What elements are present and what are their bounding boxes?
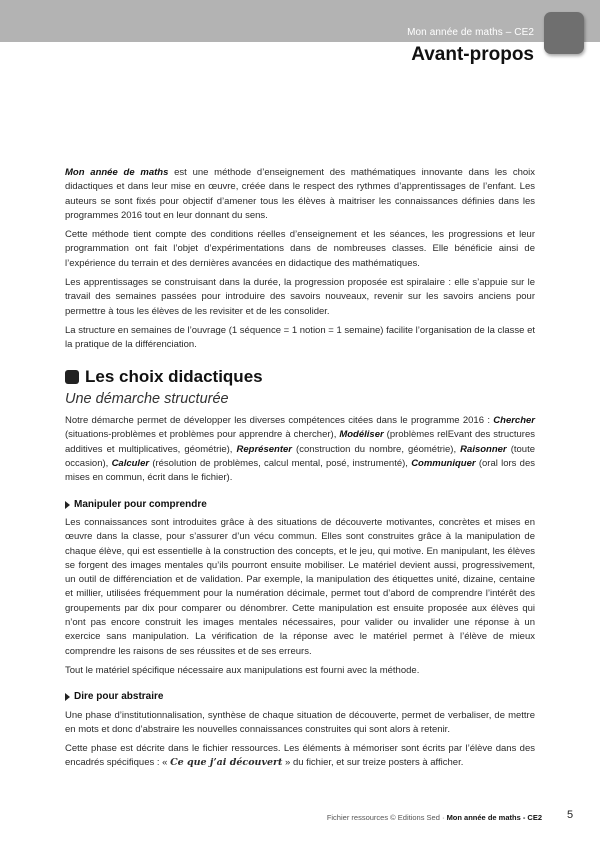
- square-bullet-icon: [65, 370, 79, 384]
- intro-paragraph-3: Les apprentissages se construisant dans la durée, la progression proposée est spiralaire : elle s’appuie sur le travail des semaines passées pour introduire des savoirs nouveaux, revenir sur les savoirs anciens pour permettre à tous les élèves de les revisiter et de les consolider.: [65, 277, 535, 317]
- dire-text: » du fichier, et sur treize posters à afficher.: [282, 757, 464, 769]
- subsection-title: Une démarche structurée: [65, 390, 229, 407]
- intro-paragraph-2: Cette méthode tient compte des conditions réelles d’enseignement et les séances, les progressions et leur programmation ont fait l’objet d’expérimentations dans de nombreuses classes. Elle bénéficie ainsi de l’expérience du terrain et des dernières avancées en didactique des mathématiques.: [65, 229, 535, 269]
- brand-name: Mon année de maths: [65, 167, 169, 178]
- section-heading: [65, 366, 535, 386]
- intro-text-1: est une méthode d’enseignement des mathématiques innovante dans les choix didactiques et dans leur mise en œuvre, créée dans le respect des rythmes d’apprentissages de l’enfant. Les auteurs se sont fixés pour objectif d’amener tous les élèves à maitriser les connaissances définies dans les programmes 2016 tout en leur donnant du sens.: [65, 167, 535, 221]
- intro-paragraph-1: [65, 166, 535, 223]
- demarche-text: (toute occasion),: [65, 443, 536, 470]
- keyword-raisonner: Raisonner: [460, 443, 507, 455]
- keyword-chercher: Chercher: [493, 415, 535, 427]
- script-label: Ce que j’ai découvert: [170, 757, 283, 769]
- demarche-text: (situations-problèmes et problèmes pour apprendre à chercher),: [65, 429, 340, 441]
- manipuler-paragraph-1: Les connaissances sont introduites grâce à des situations de découverte motivantes, concrètes et mises en œuvre dans la classe, pour s’assurer d’un vécu commun. Elles sont construites grâce à la manipulation de chaque élève, qui est essentielle à la construction des concepts, et le jeu, qui motive. En manipulant, les élèves se forgent des images mentales qu’ils pourront ensuite mobiliser. Le matériel devient aussi, progressivement, un outil de différenciation et de validation. Par exemple, la manipulation des étiquettes unité, dizaine, centaine et millier, utilisées fréquemment pour la numération décimale, permet tout d’abord de comprendre l’intérêt des groupements par dix pour comparer ou dénombrer. Cette manipulation est ensuite proposée aux élèves qui n’ont pas encore construit les images mentales nécessaires, pour valider ou invalider une réponse à un exercice sans manipulation. La vérification de la réponse avec le matériel permet à l’élève de mieux comprendre les raisons de ses réussites et de ses erreurs.: [65, 516, 535, 657]
- triangle-bullet-icon: [65, 693, 70, 701]
- header-tab: [544, 12, 584, 54]
- footer-credit: [327, 813, 542, 822]
- keyword-modeliser: Modéliser: [339, 429, 384, 441]
- demarche-text: (oral lors des mises en commun, écrit dans le fichier).: [65, 458, 535, 484]
- section-title: Les choix didactiques: [85, 366, 263, 386]
- dire-title: Dire pour abstraire: [74, 691, 164, 703]
- demarche-paragraph: [65, 414, 535, 485]
- demarche-text: (problèmes relEvant des structures additives et multiplicatives, géométrie),: [65, 429, 535, 455]
- footer-book-title: Mon année de maths - CE2: [446, 813, 542, 822]
- demarche-text: (construction du nombre, géométrie),: [291, 443, 461, 455]
- dire-paragraph-2: [65, 742, 535, 771]
- dire-text: Cette phase est décrite dans le fichier ressources. Les éléments à mémoriser sont écrits par l’élève dans des encadrés spécifiques : «: [65, 743, 535, 769]
- manipuler-paragraph-2: Tout le matériel spécifique nécessaire aux manipulations est fourni avec la méthode.: [65, 664, 420, 676]
- triangle-bullet-icon: [65, 501, 70, 509]
- manipuler-title: Manipuler pour comprendre: [74, 498, 207, 510]
- dire-paragraph-1: Une phase d’institutionnalisation, synthèse de chaque situation de découverte, permet de verbaliser, de mettre en mots et donc d’abstraire les nouvelles connaissances construites qui sont alors à retenir.: [65, 709, 535, 735]
- manipuler-heading: [65, 498, 535, 512]
- page-title: Avant-propos: [411, 44, 534, 65]
- keyword-calculer: Calculer: [111, 458, 150, 470]
- keyword-representer: Représenter: [236, 443, 292, 455]
- intro-paragraph-4: La structure en semaines de l’ouvrage (1 séquence = 1 notion = 1 semaine) facilite l’organisation de la classe et la pratique de la différenciation.: [65, 324, 535, 351]
- demarche-text: Notre démarche permet de développer les diverses compétences citées dans le programme 2016 :: [65, 415, 494, 427]
- footer-credit-text: Fichier ressources © Editions Sed ·: [326, 813, 447, 822]
- demarche-text: (résolution de problèmes, calcul mental, posé, instrumenté),: [149, 458, 412, 470]
- dire-heading: [65, 690, 535, 704]
- keyword-communiquer: Communiquer: [411, 458, 476, 470]
- header-subtitle: Mon année de maths – CE2: [407, 27, 534, 38]
- page-number: 5: [567, 809, 574, 821]
- content: [65, 166, 535, 776]
